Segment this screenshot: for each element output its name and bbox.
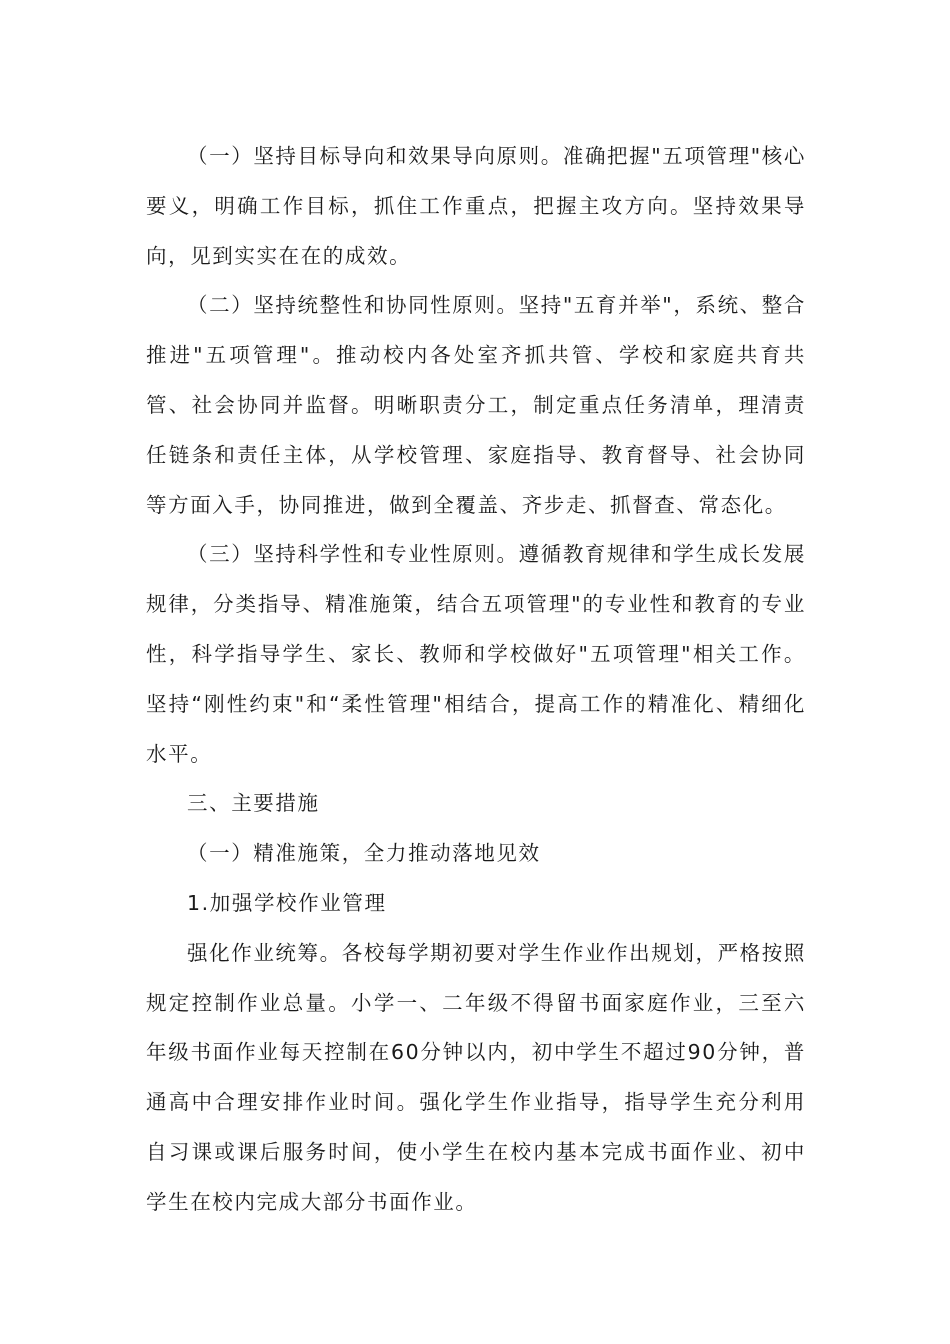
section-heading: 三、主要措施 (187, 791, 320, 816)
homework-paragraph: 强化作业统筹。各校每学期初要对学生作业作出规划，严格按照规定控制作业总量。小学一、二年级不得留书面家庭作业，三至六年级书面作业每天控制在60分钟以内，初中学生不超过90分钟，普通高中合理安排作业时间。强化学生作业指导，指导学生充分利用自习课或课后服务时间，使小学生在校内基本完成书面作业、初中学生在校内完成大部分书面作业。 (146, 940, 806, 1214)
item-heading: 1.加强学校作业管理 (187, 890, 387, 915)
principle-paragraph-1: （一）坚持目标导向和效果导向原则。准确把握"五项管理"核心要义，明确工作目标，抓住工作重点，把握主攻方向。坚持效果导向，见到实实在在的成效。 (146, 144, 806, 268)
document-body (146, 132, 806, 1228)
subsection-heading: （一）精准施策，全力推动落地见效 (187, 841, 541, 866)
principle-paragraph-2: （二）坚持统整性和协同性原则。坚持"五育并举"，系统、整合推进"五项管理"。推动校内各处室齐抓共管、学校和家庭共育共管、社会协同并监督。明晰职责分工，制定重点任务清单，理清责任链条和责任主体，从学校管理、家庭指导、教育督导、社会协同等方面入手，协同推进，做到全覆盖、齐步走、抓督查、常态化。 (146, 293, 806, 517)
principle-paragraph-3: （三）坚持科学性和专业性原则。遵循教育规律和学生成长发展规律，分类指导、精准施策，结合五项管理"的专业性和教育的专业性，科学指导学生、家长、教师和学校做好"五项管理"相关工作。坚持“刚性约束"和“柔性管理"相结合，提高工作的精准化、精细化水平。 (146, 542, 806, 766)
